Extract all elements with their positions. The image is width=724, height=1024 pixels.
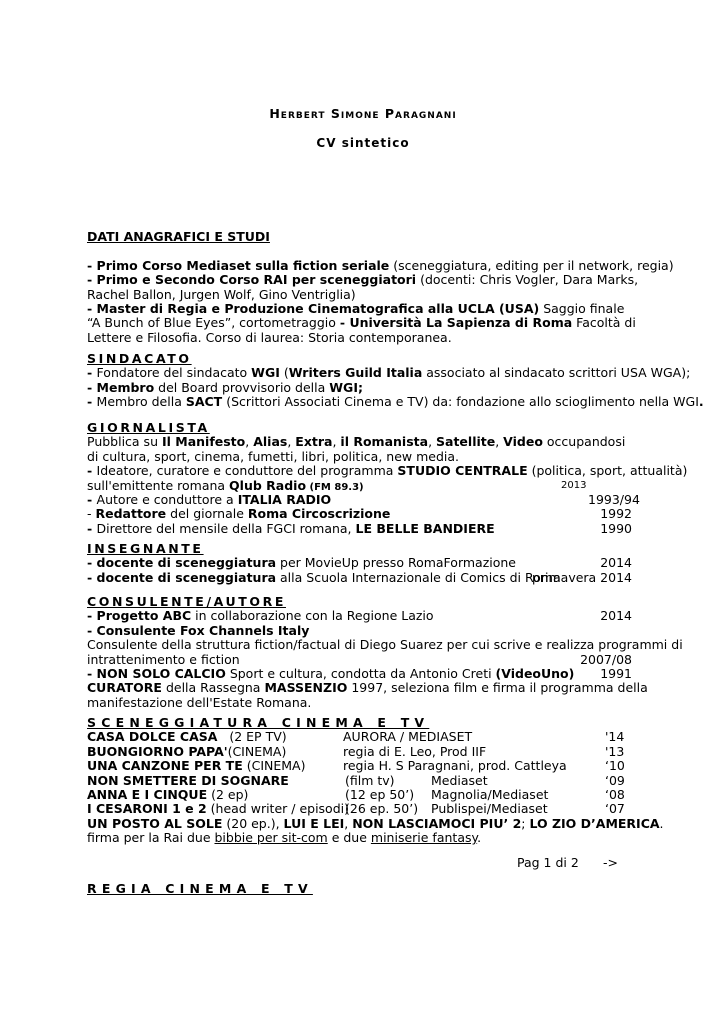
consulente-line-5: CURATORE della Rassegna MASSENZIO 1997, seleziona film e firma il programma della [87,680,648,696]
section-dati [87,229,674,345]
credit-title: ANNA E I CINQUE [87,786,208,802]
section-consulente [87,594,683,710]
giornalista-line-3: sull'emittente romana Qlub Radio (FM 89.3) 2013 [87,477,587,493]
section-heading-insegnante: INSEGNANTE [87,541,204,556]
consulente-line-1: - Progetto ABC in collaborazione con la Regione Lazio 2014 [87,608,632,624]
credit-production: (26 ep. 50’) [345,801,419,817]
cv-title: Herbert Simone Paragnani [269,106,457,121]
section-sindacato [87,351,704,410]
credit-year: '13 [605,743,625,759]
credit-production: AURORA / MEDIASET [343,729,473,745]
section-heading-dati: DATI ANAGRAFICI E STUDI [87,229,270,244]
credit-note: (2 ep) [207,786,249,802]
credit-year: '14 [605,729,625,745]
section-heading-consulente: CONSULENTE/AUTORE [87,594,286,609]
dati-line-1: - Primo Corso Mediaset sulla fiction seriale (sceneggiatura, editing per il network, regia) [87,257,674,273]
giornalista-para-1: Pubblica su Il Manifesto, Alias, Extra, il Romanista, Satellite, Video occupandosi di cultura, sport, cinema, fumetti, libri, politica, new media. [87,434,626,464]
pagination [517,855,618,870]
insegnante-line-2: - docente di sceneggiatura alla Scuola Internazionale di Comics di Roma primavera 2014 [87,569,632,585]
consulente-line-5b: manifestazione dell'Estate Romana. [87,694,312,710]
credit-title: NON SMETTERE DI SOGNARE [87,772,289,788]
credit-production: (film tv) [345,772,395,788]
credit-network: Magnolia/Mediaset [431,786,549,802]
giornalista-line-6: - Direttore del mensile della FGCI romana, LE BELLE BANDIERE 1990 [87,520,632,536]
credit-note: (head writer / episodi) [206,801,349,817]
credit-title: I CESARONI 1 e 2 [87,801,207,817]
credit-row [87,745,639,759]
credit-row [87,788,639,802]
consulente-line-3: Consulente della struttura fiction/factual di Diego Suarez per cui scrive e realizza programmi di [87,637,683,653]
next-page-arrow[interactable]: -> [603,855,618,870]
credit-year: ‘07 [605,801,625,817]
giornalista-line-5: - Redattore del giornale Roma Circoscrizione 1992 [87,506,632,522]
sindacato-line-3: - Membro della SACT (Scrittori Associati Cinema e TV) da: fondazione allo scioglimento nella WGI. [87,394,704,410]
credit-production: (12 ep 50’) [345,786,415,802]
credit-year: ‘10 [605,758,625,774]
section-heading-giornalista: GIORNALISTA [87,420,210,435]
credit-note: (CINEMA) [227,743,287,759]
dati-line-2: - Primo e Secondo Corso RAI per sceneggiatori (docenti: Chris Vogler, Dara Marks, Rachel Ballon, Jurgen Wolf, Gino Ventriglia) [87,272,639,302]
sceneggiatura-line-8: firma per la Rai due bibbie per sit-com e due miniserie fantasy. [87,830,482,846]
cv-subtitle: CV sintetico [316,136,410,150]
credit-production: regia di E. Leo, Prod IIF [343,743,487,759]
page-number: Pag 1 di 2 [517,855,579,870]
consulente-line-4: - NON SOLO CALCIO Sport e cultura, condotta da Antonio Creti (VideoUno) 1991 [87,665,632,681]
consulente-line-2: - Consulente Fox Channels Italy [87,622,310,638]
credit-network: Mediaset [431,772,488,788]
consulente-line-3b: intrattenimento e fiction 2007/08 [87,651,632,667]
giornalista-line-4: - Autore e conduttore a ITALIA RADIO 1993/94 [87,491,640,507]
section-giornalista [87,420,688,536]
credit-title: CASA DOLCE CASA [87,729,218,745]
credit-row [87,802,639,816]
giornalista-line-2: - Ideatore, curatore e conduttore del programma STUDIO CENTRALE (politica, sport, attualità) [87,463,688,479]
credit-row [87,759,639,773]
sceneggiatura-line-7: UN POSTO AL SOLE (20 ep.), LUI E LEI, NON LASCIAMOCI PIU’ 2; LO ZIO D’AMERICA. [87,815,664,831]
insegnante-line-1: - docente di sceneggiatura per MovieUp presso RomaFormazione 2014 [87,555,632,571]
dati-line-3: - Master di Regia e Produzione Cinematografica alla UCLA (USA) Saggio finale “A Bunch of Blue Eyes”, cortometraggio - Università La Sapienza di Roma Facoltà di Lettere e Filosofia. Corso di laurea: Storia contemporanea. [87,300,636,345]
sindacato-line-2: - Membro del Board provvisorio della WGI; [87,379,363,395]
section-insegnante [87,542,639,585]
credit-title: UNA CANZONE PER TE [87,758,243,774]
sindacato-line-1: - Fondatore del sindacato WGI (Writers Guild Italia associato al sindacato scrittori USA WGA); [87,365,691,381]
credit-note: (2 EP TV) [217,729,287,745]
credit-title: BUONGIORNO PAPA' [87,743,228,759]
section-heading-regia: REGIA CINEMA E TV [87,881,313,896]
section-heading-sindacato: SINDACATO [87,351,192,366]
credit-year: ‘08 [605,786,625,802]
credit-year: ‘09 [605,772,625,788]
credit-production: regia H. S Paragnani, prod. Cattleya [343,758,567,774]
credit-row [87,774,639,788]
credit-network: Publispei/Mediaset [431,801,548,817]
section-regia [87,882,639,896]
credit-row [87,730,639,744]
credit-note: (CINEMA) [242,758,306,774]
section-heading-sceneggiatura: SCENEGGIATURA CINEMA E TV [87,715,430,730]
section-sceneggiatura [87,715,664,846]
